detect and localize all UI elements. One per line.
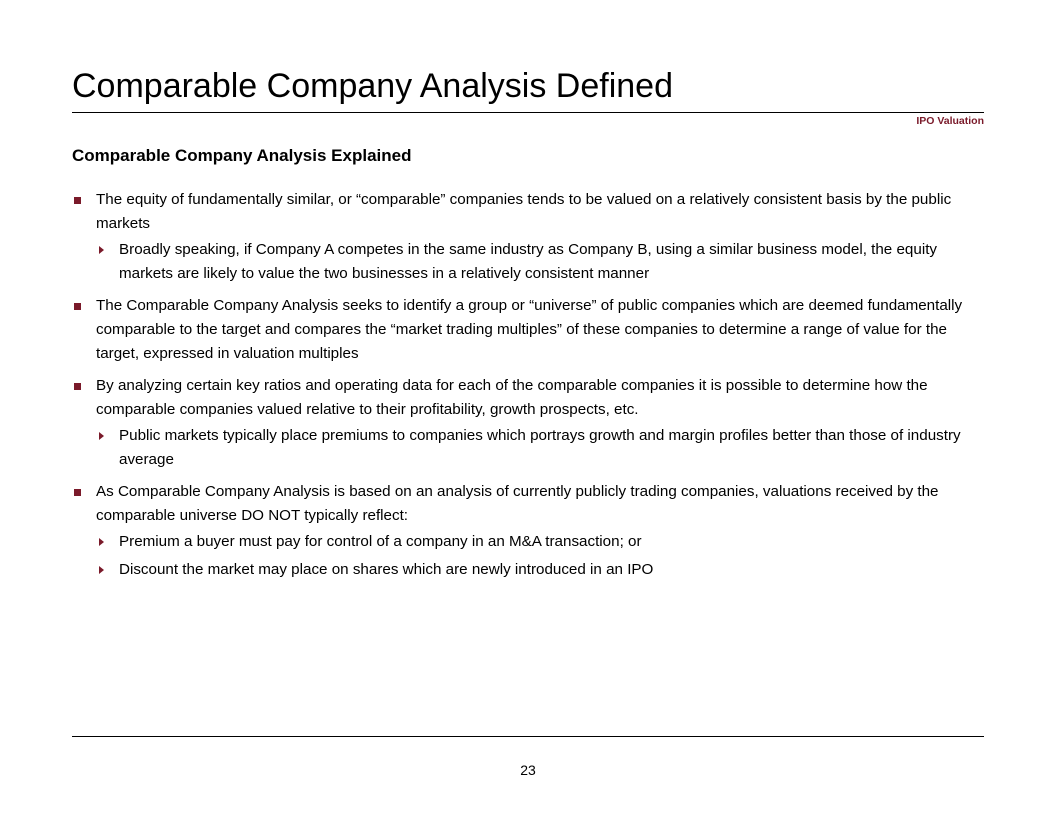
sub-bullet-text: Public markets typically place premiums to companies which portrays growth and margin profiles better than those of industry average: [119, 427, 961, 468]
square-bullet-icon: [74, 303, 81, 310]
bullet-text: The Comparable Company Analysis seeks to identify a group or “universe” of public companies which are deemed fundamentally comparable to the target and compares the “market trading multiples” of these companies to determine a range of value for the target, expressed in valuation multiples: [96, 297, 963, 362]
bullet-item: [72, 480, 984, 582]
sub-bullet-list: [96, 238, 984, 286]
triangle-bullet-icon: [99, 432, 104, 440]
slide-title: Comparable Company Analysis Defined: [72, 67, 673, 105]
sub-bullet-text: Discount the market may place on shares which are newly introduced in an IPO: [119, 561, 654, 578]
sub-bullet-item: [96, 530, 984, 554]
footer-divider: [72, 736, 984, 737]
sub-bullet-item: [96, 558, 984, 582]
section-tag: IPO Valuation: [916, 115, 984, 127]
triangle-bullet-icon: [99, 246, 104, 254]
square-bullet-icon: [74, 383, 81, 390]
bullet-item: [72, 294, 984, 366]
sub-bullet-list: [96, 530, 984, 582]
page-number: 23: [520, 762, 536, 778]
bullet-text: The equity of fundamentally similar, or “comparable” companies tends to be valued on a relatively consistent basis by the public markets: [96, 191, 952, 232]
sub-bullet-text: Broadly speaking, if Company A competes in the same industry as Company B, using a similar business model, the equity markets are likely to value the two businesses in a relatively consistent manner: [119, 241, 938, 282]
square-bullet-icon: [74, 489, 81, 496]
sub-bullet-item: [96, 238, 984, 286]
title-divider: [72, 112, 984, 113]
triangle-bullet-icon: [99, 538, 104, 546]
sub-bullet-list: [96, 424, 984, 472]
triangle-bullet-icon: [99, 566, 104, 574]
sub-bullet-item: [96, 424, 984, 472]
sub-bullet-text: Premium a buyer must pay for control of a company in an M&A transaction; or: [119, 533, 642, 550]
bullet-item: [72, 188, 984, 286]
bullet-list: [72, 188, 984, 590]
bullet-item: [72, 374, 984, 472]
bullet-text: By analyzing certain key ratios and operating data for each of the comparable companies it is possible to determine how the comparable companies valued relative to their profitability, growth prospects, etc.: [96, 377, 928, 418]
square-bullet-icon: [74, 197, 81, 204]
bullet-text: As Comparable Company Analysis is based on an analysis of currently publicly trading companies, valuations received by the comparable universe DO NOT typically reflect:: [96, 483, 939, 524]
slide-subtitle: Comparable Company Analysis Explained: [72, 146, 412, 165]
